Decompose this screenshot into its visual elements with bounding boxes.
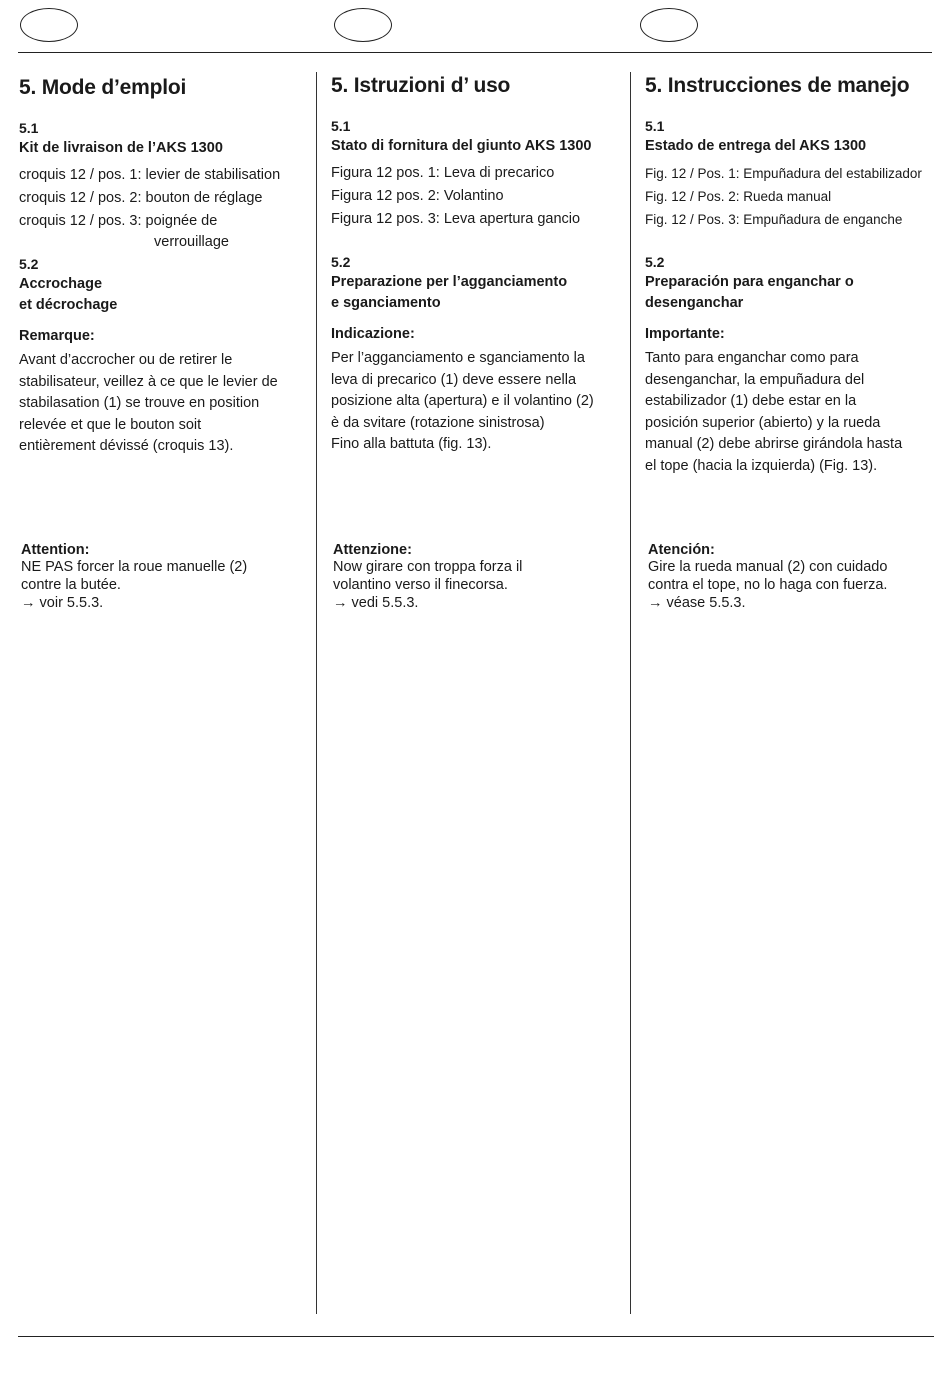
section-number: 5.2 [645,254,665,270]
parts-list [331,162,623,231]
warning-title: Attention: [21,542,90,558]
note-line: è da svitare (rotazione sinistrosa) [331,414,545,431]
warning-line: NE PAS forcer la roue manuelle (2) [21,559,248,575]
parts-list [645,162,935,231]
column-divider-2 [630,72,631,1314]
warning-line: → véase 5.5.3. [648,595,746,611]
warning-line: → vedi 5.5.3. [333,595,419,611]
note-line: relevée et que le bouton soit [19,416,202,433]
note-line: Per l’agganciamento e sganciamento la [331,350,585,366]
list-item: croquis 12 / pos. 1: levier de stabilisation [19,167,281,183]
subsection-heading: et décrochage [19,297,118,313]
section-number: 5.1 [331,118,351,134]
section-number: 5.1 [645,118,665,134]
language-flag-it [334,8,392,42]
list-item: verrouillage [154,234,229,250]
subsection-heading: Accrochage [19,276,103,292]
warning-italian [333,542,623,612]
list-item: Fig. 12 / Pos. 3: Empuñadura de enganche [645,212,903,227]
warning-spanish [648,542,938,612]
warning-french [21,542,311,612]
subsection-heading: e sganciamento [331,295,441,311]
column-italian [331,72,623,456]
column-french [19,72,309,458]
note-line: posición superior (abierto) y la rueda [645,414,881,431]
warning-line: Now girare con troppa forza il [333,559,523,575]
section-number: 5.2 [19,256,39,272]
subsection-heading: Kit de livraison de l’AKS 1300 [19,140,223,156]
list-item: Figura 12 pos. 1: Leva di precarico [331,165,555,181]
language-flag-es [640,8,698,42]
note-line: Avant d’accrocher ou de retirer le [19,352,233,368]
note-line: stabilisateur, veillez à ce que le levier de [19,373,278,390]
note-title: Importante: [645,326,725,342]
note-line: manual (2) debe abrirse girándola hasta [645,436,903,452]
section-title: 5. Instrucciones de manejo [645,74,910,97]
note-line: Tanto para enganchar como para [645,350,859,366]
subsection-heading: Preparación para enganchar o [645,274,854,290]
parts-list [19,164,309,252]
note-title: Indicazione: [331,326,415,342]
section-number: 5.2 [331,254,351,270]
subsection-heading: Preparazione per l’agganciamento [331,274,568,290]
warning-line: contra el tope, no lo haga con fuerza. [648,577,888,593]
list-item: Figura 12 pos. 3: Leva apertura gancio [331,211,581,227]
note-title: Remarque: [19,328,95,344]
note-line: entièrement dévissé (croquis 13). [19,438,234,454]
note-line: posizione alta (apertura) e il volantino (2) [331,393,594,409]
note-line: el tope (hacia la izquierda) (Fig. 13). [645,457,878,474]
language-flag-fr [20,8,78,42]
note-line: stabilasation (1) se trouve en position [19,395,260,411]
list-item: Fig. 12 / Pos. 1: Empuñadura del estabilizador [645,166,922,181]
section-title: 5. Mode d’emploi [19,76,187,99]
warning-title: Attenzione: [333,542,412,558]
warning-title: Atención: [648,542,715,558]
list-item: Figura 12 pos. 2: Volantino [331,188,504,204]
top-rule [18,52,932,53]
column-spanish [645,72,935,477]
note-line: desenganchar, la empuñadura del [645,371,865,388]
section-title: 5. Istruzioni d’ uso [331,74,511,97]
subsection-heading: Stato di fornitura del giunto AKS 1300 [331,138,592,154]
warning-line: volantino verso il finecorsa. [333,577,508,593]
note-line: leva di precarico (1) deve essere nella [331,371,577,388]
list-item: croquis 12 / pos. 3: poignée de [19,213,218,229]
note-line: estabilizador (1) debe estar en la [645,393,857,409]
note-body [331,348,623,456]
column-divider-1 [316,72,317,1314]
bottom-rule [18,1336,934,1337]
subsection-heading: desenganchar [645,295,744,311]
section-number: 5.1 [19,120,39,136]
note-body [19,350,309,458]
note-line: Fino alla battuta (fig. 13). [331,436,492,452]
list-item: Fig. 12 / Pos. 2: Rueda manual [645,189,832,204]
warning-line: contre la butée. [21,577,121,593]
note-body [645,348,935,477]
subsection-heading: Estado de entrega del AKS 1300 [645,138,867,154]
warning-line: Gire la rueda manual (2) con cuidado [648,559,888,575]
warning-line: → voir 5.5.3. [21,595,104,611]
list-item: croquis 12 / pos. 2: bouton de réglage [19,190,263,206]
